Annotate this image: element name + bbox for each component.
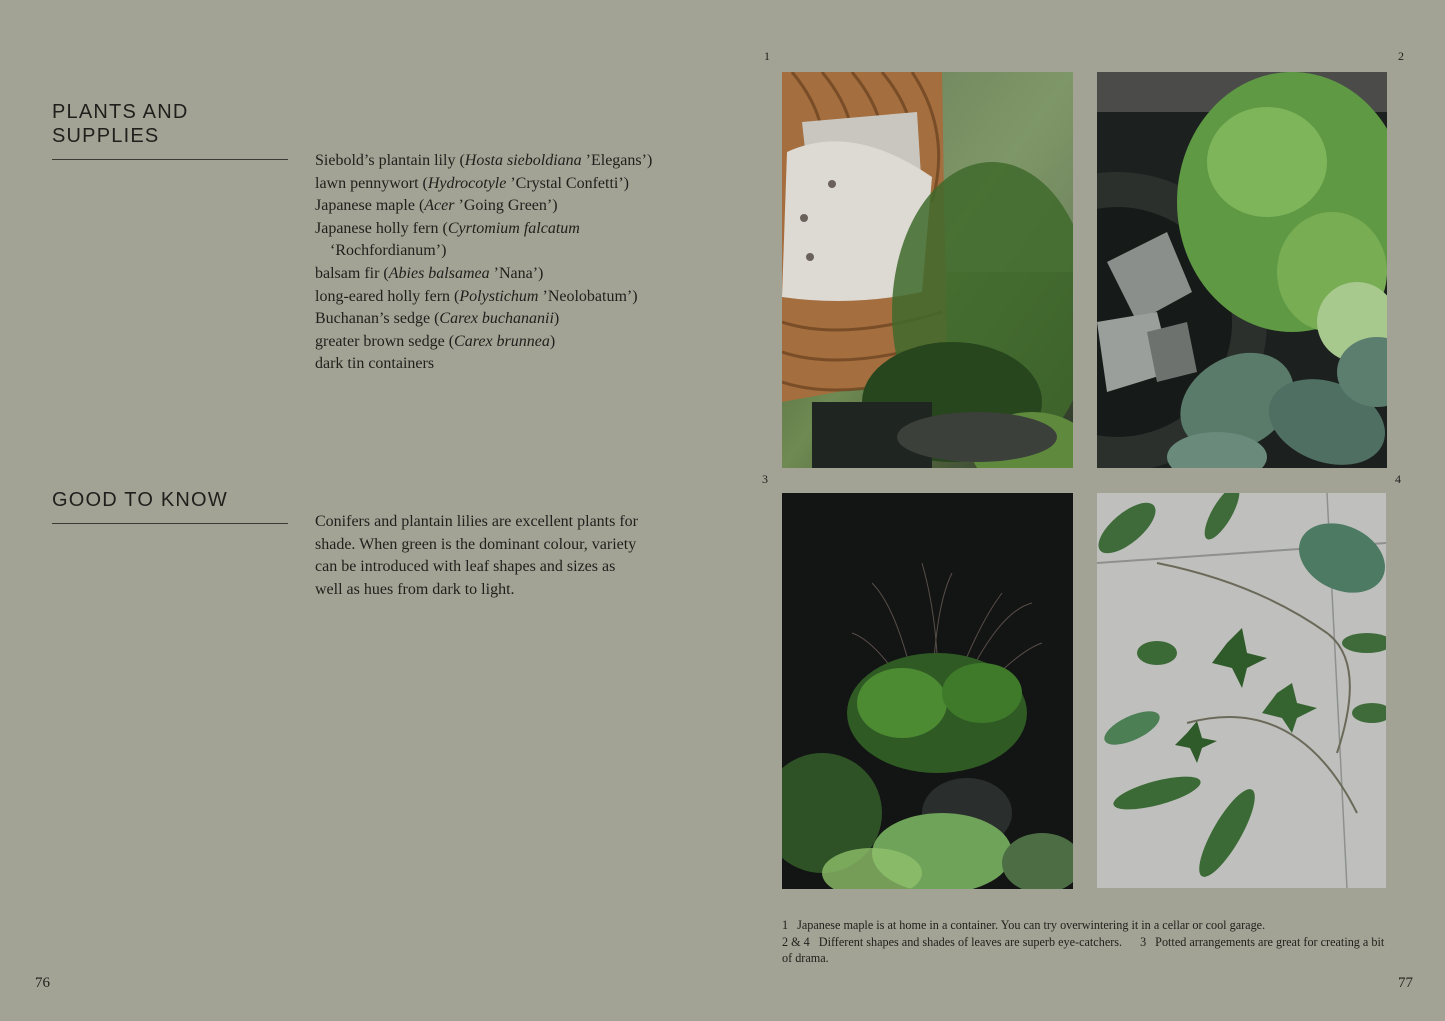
list-item: Siebold’s plantain lily (Hosta sieboldiana ’Elegans’): [315, 152, 653, 169]
list-item: balsam fir (Abies balsamea ’Nana’): [315, 264, 544, 282]
list-item: lawn pennywort (Hydrocotyle ’Crystal Confetti’): [315, 174, 629, 192]
heading-line-2: SUPPLIES: [52, 125, 160, 147]
photo-leaves-on-concrete: [1097, 493, 1386, 888]
photo-number-4: 4: [1395, 472, 1401, 486]
list-item: dark tin containers: [315, 355, 435, 373]
list-item: Buchanan’s sedge (Carex buchananii): [315, 310, 560, 328]
photo-number-2: 2: [1398, 49, 1404, 63]
photo-maple-by-rattan-chair: [782, 72, 1073, 468]
caption-1: 1 Japanese maple is at home in a container. You can try overwintering it in a cellar or cool garage.: [782, 918, 1266, 932]
good-to-know-paragraph: Conifers and plantain lilies are excellent plants for shade. When green is the dominant colour, variety can be introduced with leaf shapes and sizes as well as hues from dark to light.: [315, 513, 638, 598]
list-item: long-eared holly fern (Polystichum ’Neolobatum’): [315, 287, 638, 305]
photo-pot-conifer-hosta: [1097, 72, 1387, 468]
caption-2-3: 2 & 4 Different shapes and shades of leaves are superb eye-catchers. 3 Potted arrangements are great for creating a bit of drama.: [782, 934, 1385, 965]
photo-number-1: 1: [764, 49, 770, 63]
list-item: ‘Rochfordianum’): [330, 242, 447, 260]
list-item: Japanese maple (Acer ’Going Green’): [315, 197, 558, 215]
list-item: greater brown sedge (Carex brunnea): [315, 332, 556, 350]
heading-line-1: PLANTS AND: [52, 101, 189, 123]
plants-list: [315, 150, 675, 376]
photo-potted-arrangement: [782, 493, 1073, 889]
good-to-know-heading: GOOD TO KNOW: [52, 488, 288, 524]
plants-and-supplies-heading: [52, 100, 288, 160]
page-number-left: 76: [35, 975, 50, 991]
list-item: Japanese holly fern (Cyrtomium falcatum: [315, 219, 580, 237]
photo-captions: [782, 917, 1387, 967]
page-number-right: 77: [1398, 975, 1413, 991]
photo-number-3: 3: [762, 472, 768, 486]
